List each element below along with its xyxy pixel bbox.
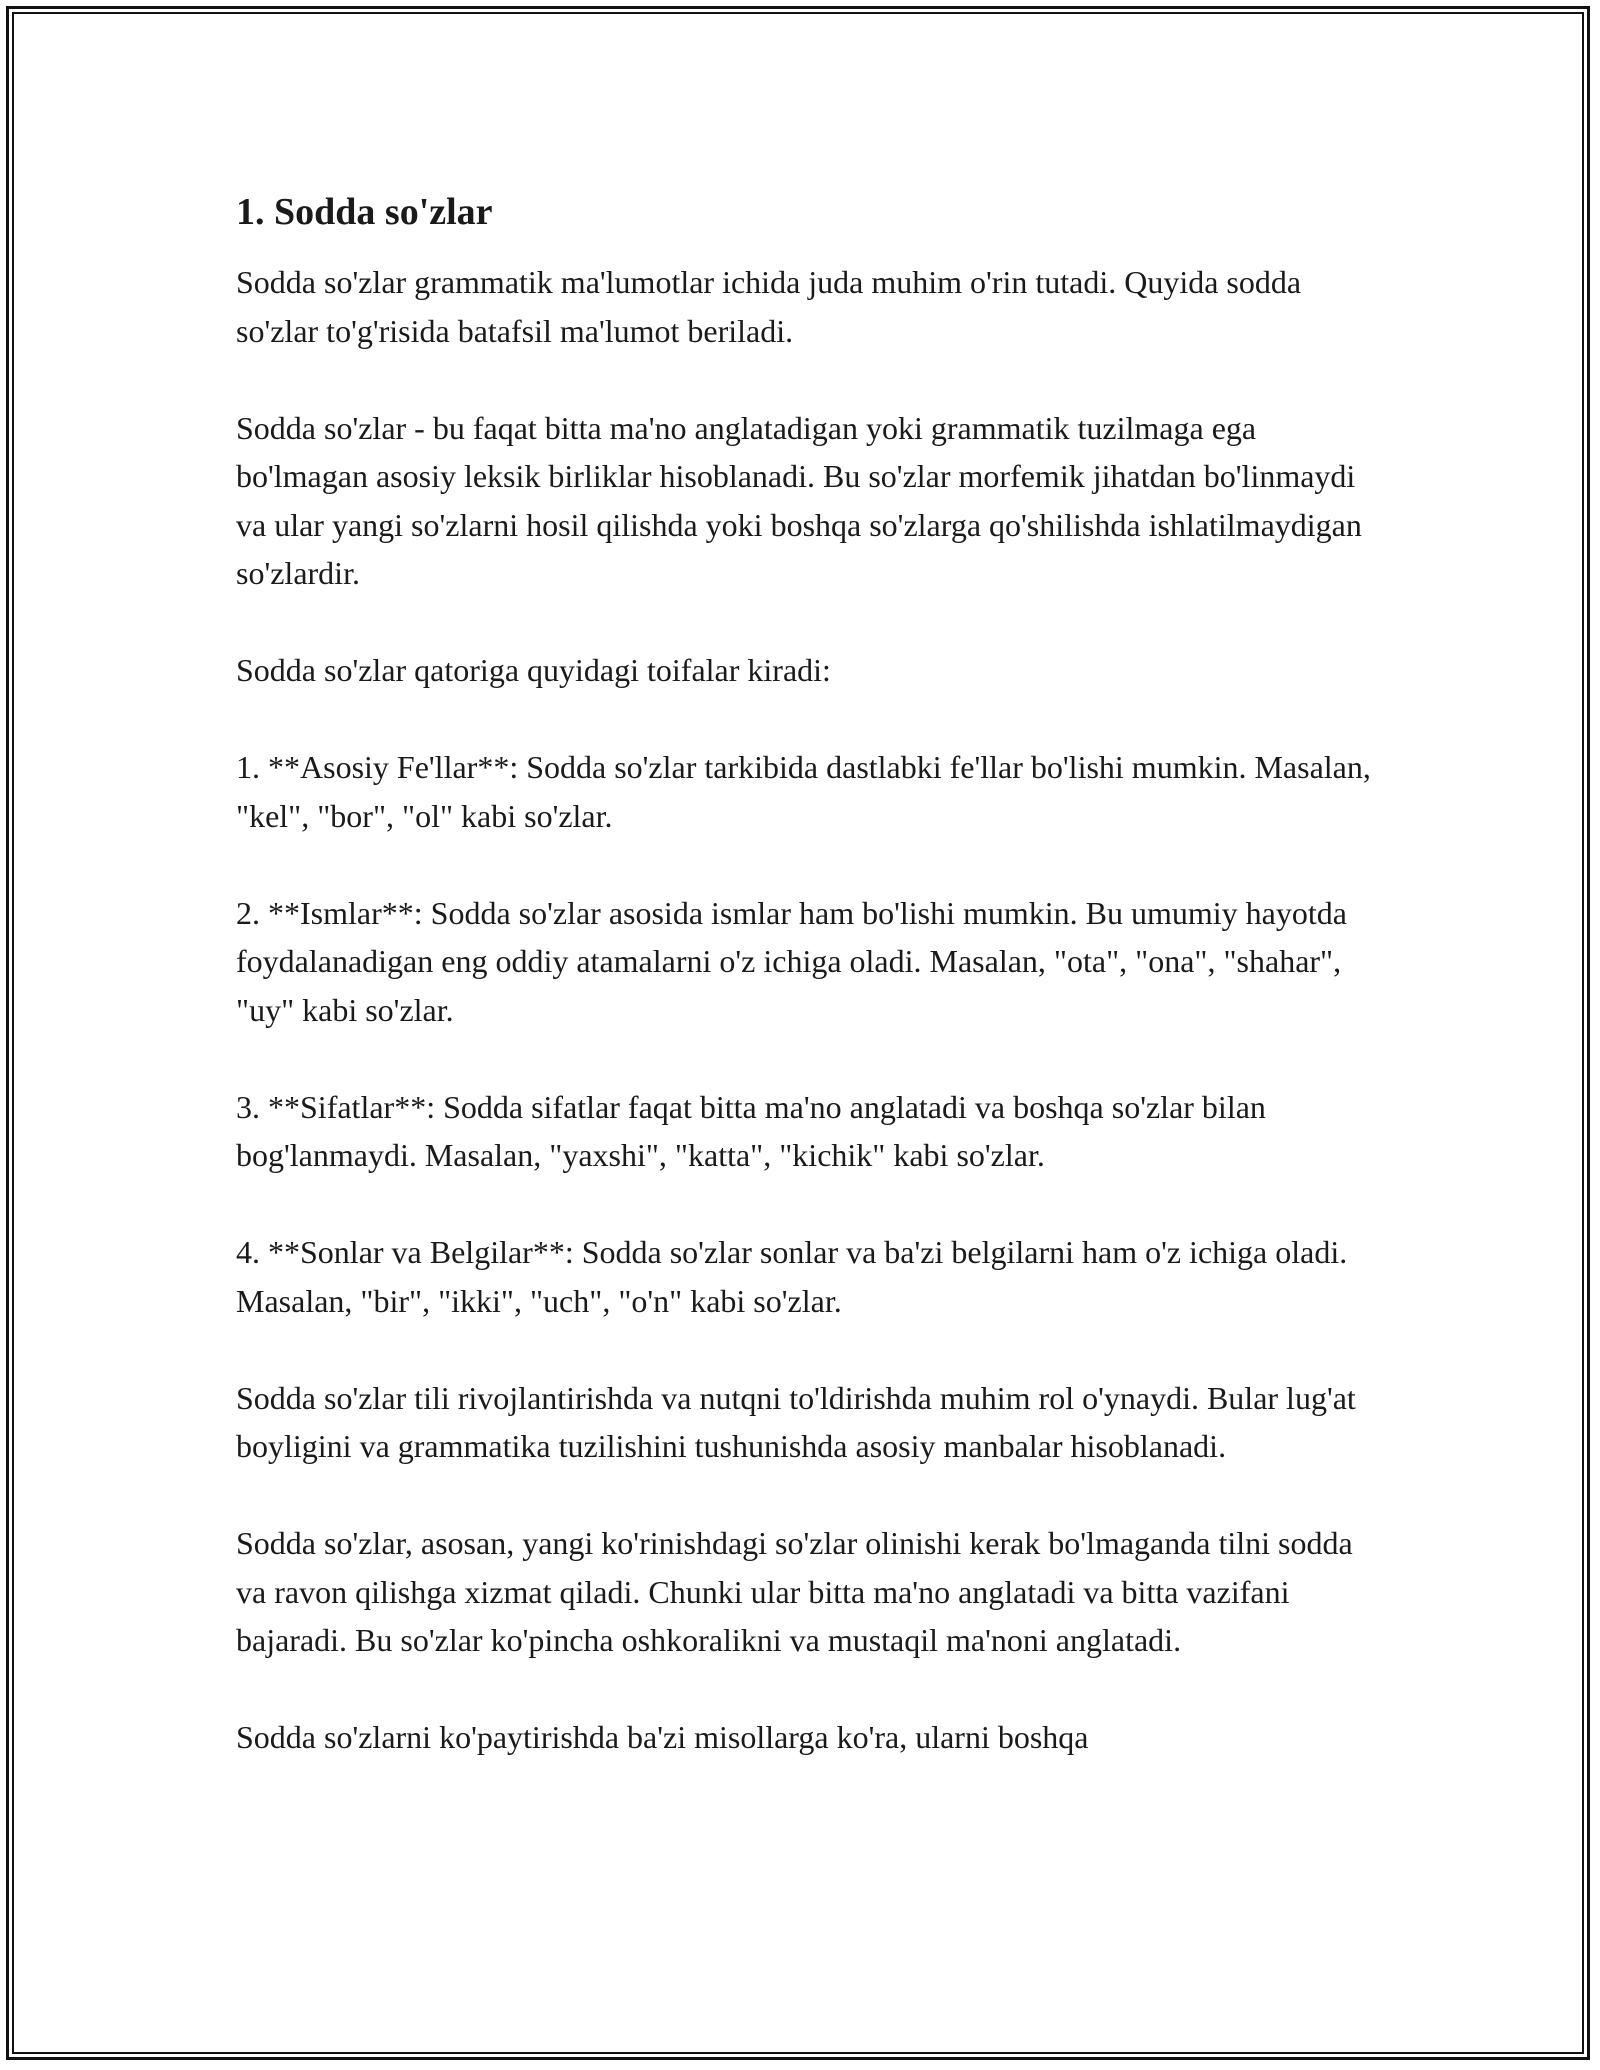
section-heading: 1. Sodda so'zlar [236, 191, 493, 233]
list-item-numbers: 4. **Sonlar va Belgilar**: Sodda so'zlar sonlar va ba'zi belgilarni ham o'z ichiga oladi. Masalan, "bir", "ikki", "uch", "o'n" kabi so'zlar. [236, 1234, 1348, 1319]
list-item-nouns: 2. **Ismlar**: Sodda so'zlar asosida ismlar ham bo'lishi mumkin. Bu umumiy hayotda foydalanadigan eng oddiy atamalarni o'z ichiga oladi. Masalan, "ota", "ona", "shahar", "uy" kabi so'zlar. [236, 894, 1347, 1028]
list-item-adjectives: 3. **Sifatlar**: Sodda sifatlar faqat bitta ma'no anglatadi va boshqa so'zlar bilan bog'lanmaydi. Masalan, "yaxshi", "katta", "kichik" kabi so'zlar. [236, 1088, 1266, 1173]
paragraph-role: Sodda so'zlar tili rivojlantirishda va nutqni to'ldirishda muhim rol o'ynaydi. Bular lug'at boyligini va grammatika tuzilishini tushunishda asosiy manbalar hisoblanadi. [236, 1379, 1356, 1464]
list-item-verbs: 1. **Asosiy Fe'llar**: Sodda so'zlar tarkibida dastlabki fe'llar bo'lishi mumkin. Masalan, "kel", "bor", "ol" kabi so'zlar. [236, 749, 1371, 834]
document-page [236, 188, 1386, 1810]
paragraph-categories-lead: Sodda so'zlar qatoriga quyidagi toifalar kiradi: [236, 652, 831, 688]
paragraph-definition: Sodda so'zlar - bu faqat bitta ma'no anglatadigan yoki grammatik tuzilmaga ega bo'lmagan asosiy leksik birliklar hisoblanadi. Bu so'zlar morfemik jihatdan bo'linmaydi va ular yangi so'zlarni hosil qilishda yoki boshqa so'zlarga qo'shilishda ishlatilmaydigan so'zlardir. [236, 409, 1362, 591]
paragraph-truncated: Sodda so'zlarni ko'paytirishda ba'zi misollarga ko'ra, ularni boshqa [236, 1719, 1089, 1755]
paragraph-intro: Sodda so'zlar grammatik ma'lumotlar ichida juda muhim o'rin tutadi. Quyida sodda so'zlar to'g'risida batafsil ma'lumot beriladi. [236, 264, 1302, 349]
paragraph-purpose: Sodda so'zlar, asosan, yangi ko'rinishdagi so'zlar olinishi kerak bo'lmaganda tilni sodda va ravon qilishga xizmat qiladi. Chunki ular bitta ma'no anglatadi va bitta vazifani bajaradi. Bu so'zlar ko'pincha oshkoralikni va mustaqil ma'noni anglatadi. [236, 1525, 1353, 1658]
